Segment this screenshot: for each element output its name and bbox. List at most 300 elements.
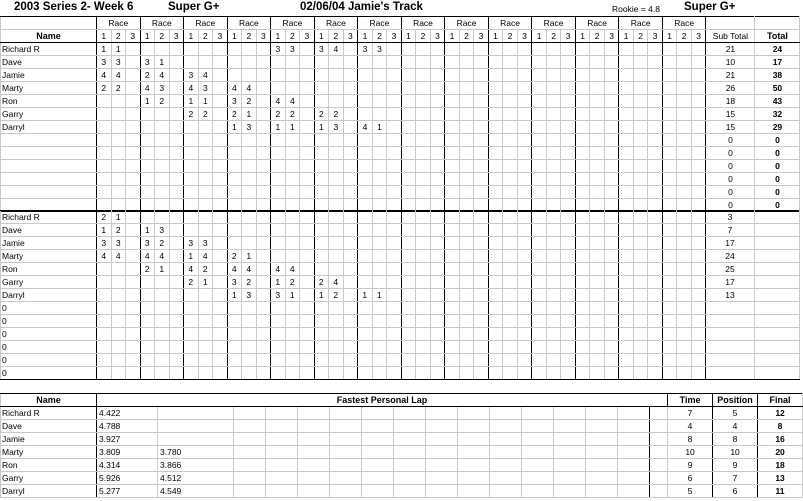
race-score — [532, 108, 547, 121]
race-score — [546, 328, 561, 341]
race-score — [169, 224, 184, 237]
race-score: 4 — [285, 95, 300, 108]
race-score — [329, 302, 344, 315]
race-score — [227, 160, 242, 173]
race-score: 3 — [227, 276, 242, 289]
race-score — [575, 276, 590, 289]
race-score — [517, 354, 532, 367]
race-score — [503, 43, 518, 56]
race-score — [126, 147, 141, 160]
race-score — [242, 69, 257, 82]
race-score — [213, 224, 228, 237]
race-score — [256, 147, 271, 160]
race-score — [140, 211, 155, 224]
blank-cell — [394, 485, 426, 498]
race-score — [691, 134, 706, 147]
race-score — [300, 56, 315, 69]
race-score — [97, 315, 112, 328]
race-score: 2 — [227, 108, 242, 121]
race-score — [604, 160, 619, 173]
race-score: 2 — [242, 95, 257, 108]
race-score: 4 — [227, 263, 242, 276]
final-value: 13 — [758, 472, 803, 485]
race-score — [140, 121, 155, 134]
race-score — [474, 250, 489, 263]
race-score — [604, 276, 619, 289]
race-score — [256, 95, 271, 108]
race-score — [474, 160, 489, 173]
race-score — [546, 354, 561, 367]
blank-cell — [586, 433, 618, 446]
race-score — [242, 302, 257, 315]
race-number: 3 — [256, 30, 271, 43]
race-score — [416, 276, 431, 289]
race-score — [256, 315, 271, 328]
race-score — [314, 367, 329, 380]
race-score: 4 — [111, 250, 126, 263]
race-score — [285, 315, 300, 328]
race-score — [474, 302, 489, 315]
race-score: 1 — [285, 121, 300, 134]
race-score — [604, 95, 619, 108]
race-score — [561, 56, 576, 69]
race-number: 1 — [575, 30, 590, 43]
race-score — [387, 367, 402, 380]
race-score: 2 — [198, 108, 213, 121]
race-number: 1 — [314, 30, 329, 43]
race-score — [430, 289, 445, 302]
race-score — [575, 56, 590, 69]
race-number: 3 — [604, 30, 619, 43]
race-score — [285, 134, 300, 147]
race-score — [372, 134, 387, 147]
race-score — [488, 147, 503, 160]
final-value: 16 — [758, 433, 803, 446]
race-score — [97, 302, 112, 315]
blank-cell — [362, 446, 394, 459]
blank-cell — [298, 485, 330, 498]
race-score — [285, 341, 300, 354]
race-score — [445, 95, 460, 108]
total-value: 0 — [755, 199, 800, 212]
race-score — [300, 108, 315, 121]
race-score — [213, 263, 228, 276]
race-score: 2 — [155, 237, 170, 250]
race-score — [677, 237, 692, 250]
race-number: 2 — [155, 30, 170, 43]
race-score — [590, 289, 605, 302]
header-blank — [755, 17, 800, 30]
race-score — [691, 328, 706, 341]
race-score — [126, 250, 141, 263]
race-score — [155, 289, 170, 302]
race-score — [619, 315, 634, 328]
blank-cell — [458, 433, 490, 446]
race-score — [546, 43, 561, 56]
race-score — [662, 276, 677, 289]
race-score — [619, 250, 634, 263]
race-score — [227, 173, 242, 186]
driver-name: 0 — [1, 341, 97, 354]
race-score — [343, 173, 358, 186]
race-score — [126, 263, 141, 276]
race-score — [285, 250, 300, 263]
race-score — [590, 69, 605, 82]
blank-cell — [650, 433, 668, 446]
race-score — [633, 121, 648, 134]
race-score — [604, 173, 619, 186]
subtotal-value: 26 — [706, 82, 755, 95]
race-score — [358, 69, 373, 82]
blank-cell — [362, 420, 394, 433]
race-score — [430, 108, 445, 121]
race-score — [401, 108, 416, 121]
race-score — [169, 160, 184, 173]
race-score — [532, 302, 547, 315]
race-score — [445, 108, 460, 121]
race-score — [358, 56, 373, 69]
blank-cell — [362, 407, 394, 420]
race-score — [343, 82, 358, 95]
lap-time: 4.314 — [97, 459, 158, 472]
race-score — [633, 328, 648, 341]
race-score — [546, 224, 561, 237]
race-score — [169, 134, 184, 147]
race-score: 3 — [97, 237, 112, 250]
race-score: 1 — [242, 250, 257, 263]
blank-cell — [394, 472, 426, 485]
race-score — [416, 160, 431, 173]
race-score — [126, 276, 141, 289]
blank-cell — [330, 485, 362, 498]
race-score — [198, 173, 213, 186]
blank-cell — [554, 420, 586, 433]
race-score — [532, 147, 547, 160]
race-score — [619, 211, 634, 224]
race-score — [126, 173, 141, 186]
race-score — [343, 237, 358, 250]
subtotal-value: 0 — [706, 173, 755, 186]
lap-time — [158, 433, 234, 446]
fastest-lap-table — [0, 393, 803, 498]
total-value: 0 — [755, 134, 800, 147]
race-number: 1 — [184, 30, 199, 43]
race-score — [474, 237, 489, 250]
race-score — [169, 250, 184, 263]
race-score — [662, 341, 677, 354]
race-score — [285, 211, 300, 224]
race-score — [256, 237, 271, 250]
race-score — [401, 237, 416, 250]
race-header: Race — [445, 17, 489, 30]
race-score — [213, 82, 228, 95]
race-score — [111, 276, 126, 289]
race-score — [155, 134, 170, 147]
race-score — [213, 43, 228, 56]
race-score — [387, 328, 402, 341]
position-value: 7 — [713, 472, 758, 485]
race-score — [677, 289, 692, 302]
race-score — [256, 354, 271, 367]
race-score — [546, 302, 561, 315]
race-score — [677, 43, 692, 56]
race-score — [590, 276, 605, 289]
race-score — [474, 276, 489, 289]
driver-name: Darryl — [1, 485, 97, 498]
race-score — [445, 186, 460, 199]
race-score: 3 — [111, 56, 126, 69]
race-score — [111, 354, 126, 367]
race-score — [372, 224, 387, 237]
race-score — [662, 328, 677, 341]
race-score: 1 — [227, 121, 242, 134]
race-score — [300, 354, 315, 367]
race-score: 2 — [97, 82, 112, 95]
race-score — [619, 95, 634, 108]
race-score — [459, 341, 474, 354]
race-score — [126, 56, 141, 69]
lap-time: 4.788 — [97, 420, 158, 433]
driver-name: Richard R — [1, 407, 97, 420]
table-row — [1, 173, 800, 186]
race-score — [503, 315, 518, 328]
race-score: 2 — [198, 263, 213, 276]
race-score — [561, 173, 576, 186]
blank-cell — [755, 276, 800, 289]
blank-cell — [554, 459, 586, 472]
race-score — [329, 354, 344, 367]
race-score — [691, 147, 706, 160]
race-score — [430, 160, 445, 173]
blank-cell — [522, 472, 554, 485]
race-score — [561, 95, 576, 108]
lap-time: 5.926 — [97, 472, 158, 485]
race-score: 3 — [140, 56, 155, 69]
race-score: 3 — [155, 82, 170, 95]
blank-cell — [458, 472, 490, 485]
blank-cell — [618, 407, 650, 420]
blank-cell — [650, 472, 668, 485]
race-score — [517, 108, 532, 121]
race-score — [546, 289, 561, 302]
race-score — [97, 160, 112, 173]
table-row — [1, 56, 800, 69]
race-score — [503, 82, 518, 95]
race-score — [198, 56, 213, 69]
race-score — [387, 147, 402, 160]
race-score — [633, 108, 648, 121]
race-score — [691, 69, 706, 82]
race-score — [140, 328, 155, 341]
blank-cell — [330, 420, 362, 433]
race-score — [590, 354, 605, 367]
race-score: 1 — [140, 95, 155, 108]
race-score — [227, 211, 242, 224]
race-header: Race — [358, 17, 402, 30]
race-score — [416, 134, 431, 147]
blank-cell — [586, 459, 618, 472]
race-score: 4 — [155, 69, 170, 82]
race-score — [662, 56, 677, 69]
race-score: 3 — [97, 56, 112, 69]
race-positions-table — [0, 210, 800, 380]
race-score — [343, 186, 358, 199]
race-score — [416, 147, 431, 160]
race-score — [503, 211, 518, 224]
race-score — [430, 276, 445, 289]
race-score — [691, 341, 706, 354]
race-score — [619, 160, 634, 173]
race-score — [155, 302, 170, 315]
race-score — [575, 160, 590, 173]
race-score — [532, 367, 547, 380]
race-score — [213, 56, 228, 69]
race-score — [198, 121, 213, 134]
race-score — [691, 160, 706, 173]
race-score — [387, 160, 402, 173]
race-score — [561, 289, 576, 302]
race-score — [677, 341, 692, 354]
race-score — [662, 367, 677, 380]
race-score: 2 — [329, 289, 344, 302]
race-score — [401, 82, 416, 95]
subtotal-value: 17 — [706, 237, 755, 250]
race-score — [561, 224, 576, 237]
race-score — [184, 121, 199, 134]
race-number: 3 — [213, 30, 228, 43]
race-score — [503, 237, 518, 250]
race-score — [532, 341, 547, 354]
lap-time: 4.549 — [158, 485, 234, 498]
race-score — [590, 341, 605, 354]
time-value: 10 — [668, 446, 713, 459]
table-row — [1, 250, 800, 263]
header-blank — [1, 17, 97, 30]
race-score — [590, 173, 605, 186]
table-row — [1, 134, 800, 147]
race-number: 1 — [140, 30, 155, 43]
race-score — [619, 108, 634, 121]
subtotal-value: 0 — [706, 147, 755, 160]
race-score — [314, 237, 329, 250]
race-score — [198, 289, 213, 302]
race-score — [314, 186, 329, 199]
table-row — [1, 237, 800, 250]
race-score — [126, 134, 141, 147]
subtotal-value: 0 — [706, 160, 755, 173]
race-score — [619, 367, 634, 380]
race-score — [648, 263, 663, 276]
blank-cell — [554, 433, 586, 446]
race-score — [430, 82, 445, 95]
blank-cell — [362, 433, 394, 446]
race-score — [430, 367, 445, 380]
race-score — [329, 224, 344, 237]
race-score — [430, 95, 445, 108]
race-score — [401, 147, 416, 160]
race-score — [691, 315, 706, 328]
blank-cell — [362, 485, 394, 498]
blank-cell — [298, 407, 330, 420]
race-score — [300, 82, 315, 95]
race-score — [401, 341, 416, 354]
race-score — [227, 341, 242, 354]
race-score — [372, 69, 387, 82]
race-score — [285, 224, 300, 237]
race-number: 2 — [198, 30, 213, 43]
race-header: Race — [575, 17, 619, 30]
race-score — [633, 134, 648, 147]
race-score — [213, 173, 228, 186]
race-score — [648, 289, 663, 302]
race-score — [242, 354, 257, 367]
position-value: 4 — [713, 420, 758, 433]
subtotal-value — [706, 341, 755, 354]
race-score — [184, 147, 199, 160]
race-score — [140, 302, 155, 315]
race-score — [416, 121, 431, 134]
race-score — [459, 121, 474, 134]
blank-cell — [426, 459, 458, 472]
race-score: 3 — [358, 43, 373, 56]
race-score — [459, 224, 474, 237]
race-score — [372, 160, 387, 173]
race-score — [459, 315, 474, 328]
race-score — [430, 69, 445, 82]
race-score — [691, 186, 706, 199]
race-score — [184, 186, 199, 199]
race-score — [358, 315, 373, 328]
race-score — [532, 263, 547, 276]
race-score — [343, 160, 358, 173]
race-score — [416, 289, 431, 302]
race-score — [662, 121, 677, 134]
race-score — [619, 341, 634, 354]
race-score — [256, 43, 271, 56]
race-score — [488, 289, 503, 302]
race-score — [532, 43, 547, 56]
race-score — [387, 354, 402, 367]
race-score — [97, 263, 112, 276]
race-score — [387, 263, 402, 276]
race-score — [662, 289, 677, 302]
race-score — [488, 276, 503, 289]
race-score — [271, 341, 286, 354]
race-score — [648, 237, 663, 250]
race-score — [503, 341, 518, 354]
race-score — [372, 354, 387, 367]
race-score — [474, 315, 489, 328]
race-score — [459, 43, 474, 56]
race-score — [546, 82, 561, 95]
race-score — [300, 224, 315, 237]
race-score — [445, 250, 460, 263]
race-score — [677, 95, 692, 108]
race-score — [575, 108, 590, 121]
race-score — [532, 95, 547, 108]
race-score — [633, 211, 648, 224]
race-number: 1 — [97, 30, 112, 43]
race-score — [111, 108, 126, 121]
race-score — [503, 134, 518, 147]
race-score — [488, 354, 503, 367]
race-score — [140, 173, 155, 186]
race-score — [633, 276, 648, 289]
race-score — [474, 173, 489, 186]
race-score — [575, 95, 590, 108]
race-score — [387, 95, 402, 108]
race-score — [256, 160, 271, 173]
